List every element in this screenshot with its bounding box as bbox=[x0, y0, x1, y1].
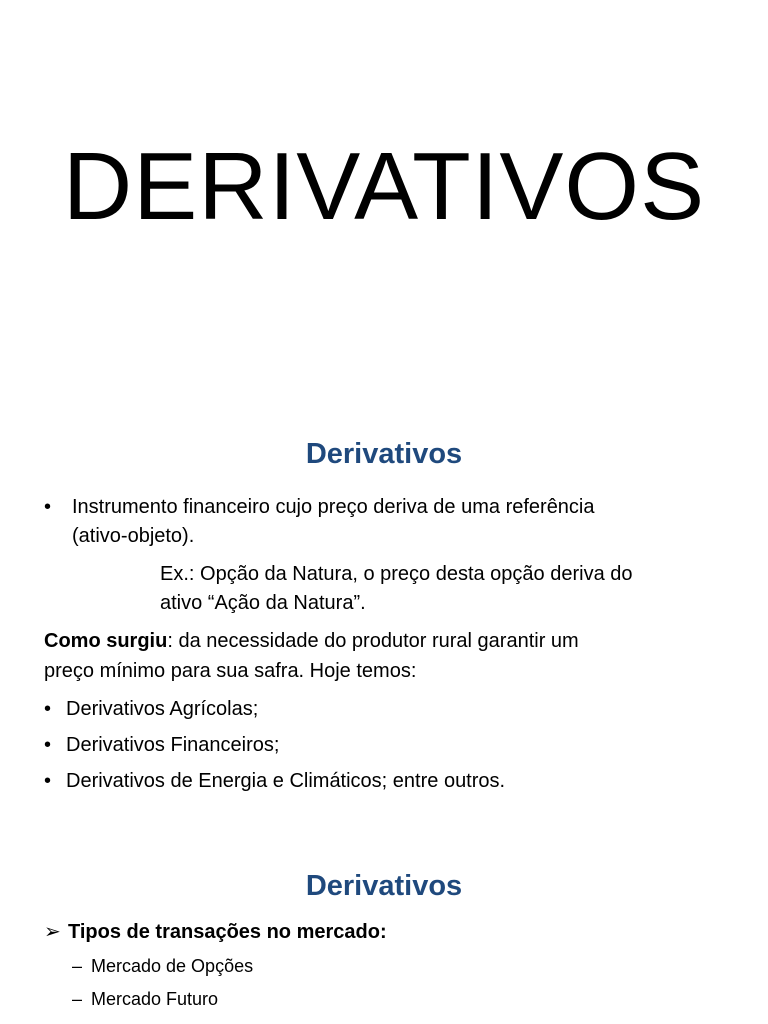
transactions-slide bbox=[0, 850, 768, 1024]
section-title bbox=[44, 918, 387, 947]
definition-line-2: (ativo-objeto). bbox=[72, 525, 195, 547]
title-slide bbox=[0, 0, 768, 380]
origin-label: Como surgiu bbox=[44, 630, 168, 652]
list-item-text: Mercado de Opções bbox=[91, 956, 254, 976]
definition-bullet bbox=[44, 493, 595, 522]
bullet-icon: • bbox=[44, 734, 52, 756]
bullet-icon: • bbox=[44, 770, 52, 792]
slide-heading: Derivativos bbox=[305, 870, 463, 902]
bullet-icon: • bbox=[44, 698, 52, 720]
section-title-text: Tipos de transações no mercado: bbox=[68, 921, 387, 943]
list-item bbox=[44, 767, 505, 796]
list-item bbox=[72, 953, 253, 979]
example-line-2: ativo “Ação da Natura”. bbox=[160, 592, 366, 614]
list-item-text: Mercado Futuro bbox=[91, 989, 219, 1009]
slide-heading: Derivativos bbox=[305, 438, 463, 470]
dash-bullet-icon: – bbox=[72, 989, 83, 1009]
list-item bbox=[72, 986, 218, 1012]
arrow-bullet-icon: ➢ bbox=[44, 921, 61, 943]
origin-text-line-1: : da necessidade do produtor rural garantir um bbox=[167, 630, 579, 652]
origin-paragraph-line-1 bbox=[44, 627, 579, 656]
definition-line-1: Instrumento financeiro cujo preço deriva de uma referência bbox=[72, 496, 595, 518]
origin-text-line-2: preço mínimo para sua safra. Hoje temos: bbox=[44, 660, 417, 682]
slide-title: DERIVATIVOS bbox=[62, 133, 706, 240]
list-item bbox=[44, 695, 258, 724]
bullet-icon: • bbox=[44, 496, 52, 518]
list-item-text: Derivativos de Energia e Climáticos; entre outros. bbox=[66, 770, 506, 792]
list-item bbox=[44, 731, 279, 760]
list-item-text: Derivativos Financeiros; bbox=[66, 734, 280, 756]
definition-slide bbox=[0, 420, 768, 820]
list-item-text: Derivativos Agrícolas; bbox=[66, 698, 259, 720]
dash-bullet-icon: – bbox=[72, 956, 83, 976]
example-line-1: Ex.: Opção da Natura, o preço desta opção deriva do bbox=[160, 563, 633, 585]
